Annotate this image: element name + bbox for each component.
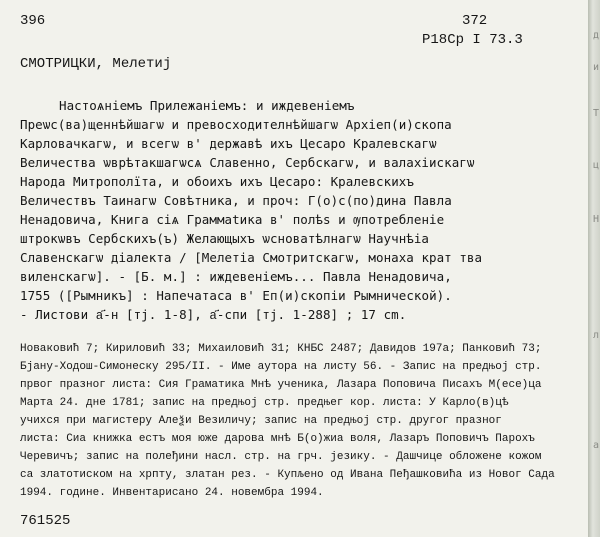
note-line: Марта 24. дне 1781; запис на предњој стр. предњег кор. листа: У Карло(в)цѣ <box>20 397 509 409</box>
author-heading: СМОТРИЦКИ, Мелетиј <box>20 56 172 72</box>
edge-fragment: д <box>592 30 599 41</box>
edge-fragment: л <box>592 330 599 341</box>
note-line: учихся при магистеру Алеѯи Везиличу; запис на предњој стр. другог празног <box>20 415 502 427</box>
card-number-left: 396 <box>20 13 46 29</box>
edge-fragment: а <box>592 440 599 451</box>
note-line: са златотиском на хрпту, златан рез. - Купљено од Ивана Пеђашковића из Новог Сада <box>20 469 555 481</box>
title-line: Карловачкагѡ, и всегѡ в' державѣ ихъ Цесаро Кралевскагѡ <box>20 136 437 151</box>
adjacent-card-edge <box>588 0 600 537</box>
card-number-right: 372 <box>462 13 488 29</box>
note-line: 1994. године. Инвентарисано 24. новембра 1994. <box>20 487 324 499</box>
inventory-number: 761525 <box>20 513 71 529</box>
note-line: Бјану-Ходош-Симонеску 295/II. - Име аутора на листу 56. - Запис на предњој стр. <box>20 361 542 373</box>
title-line: штрокѡвъ Сербскихъ(ъ) Желающыхъ ѡсноватѣлнагѡ Научнѣіа <box>20 231 430 246</box>
title-line: Народа Митрополїта, и обоихъ ихъ Цесаро: Кралевскихъ <box>20 174 414 189</box>
imprint-line: 1755 ([Рымникъ] : Напечатаса в' Еп(и)скопіи Рымнической). <box>20 288 452 303</box>
collation-line: - Листови а҃-н [тј. 1-8], а҃-спи [тј. 1-288] ; 17 cm. <box>20 307 407 322</box>
note-line: Новаковић 7; Кириловић 33; Михаиловић 31; КНБС 2487; Давидов 197а; Панковић 73; <box>20 343 542 355</box>
note-line: првог празног листа: Сия Граматика Мнѣ ученика, Лазара Поповича Писахъ М(есе)ца <box>20 379 542 391</box>
title-line: Величества ѡврѣтакшагѡсѧ Славенно, Сербскагѡ, и валахіискагѡ <box>20 155 475 170</box>
title-line: Преѡс(ва)щеннѣйшагѡ и превосходителнѣйшагѡ Архіеп(и)скопа <box>20 117 452 132</box>
title-line: Величествъ Таинагѡ Совѣтника, и проч: Г(о)с(по)дина Павла <box>20 193 452 208</box>
edge-fragment: Т <box>592 108 599 119</box>
shelf-mark: P18Cp I 73.3 <box>422 32 523 48</box>
edge-fragment: и <box>592 62 599 73</box>
title-line: Славенскагѡ діалекта / [Мелетіа Смотритскагѡ, монаха крат тва <box>20 250 483 265</box>
title-line: Настоѧніемъ Прилежаніемъ: и иждевеніемъ <box>59 98 355 113</box>
note-line: Черевичъ; запис на полеђини насл. стр. на грч. језику. - Дашчице обложене кожом <box>20 451 542 463</box>
edge-fragment: Н <box>592 214 599 225</box>
edge-fragment: ц <box>592 160 599 171</box>
title-line: Ненадовича, Книга сіѧ Граммаtика в' полѣѕ и ѹпотребленіе <box>20 212 445 227</box>
title-line: виленскагѡ]. - [Б. м.] : иждевеніемъ... Павла Ненадовича, <box>20 269 452 284</box>
note-line: листа: Сиа книжка естъ моя юже дарова мнѣ Б(о)жиа воля, Лазаръ Поповичъ Парохъ <box>20 433 535 445</box>
